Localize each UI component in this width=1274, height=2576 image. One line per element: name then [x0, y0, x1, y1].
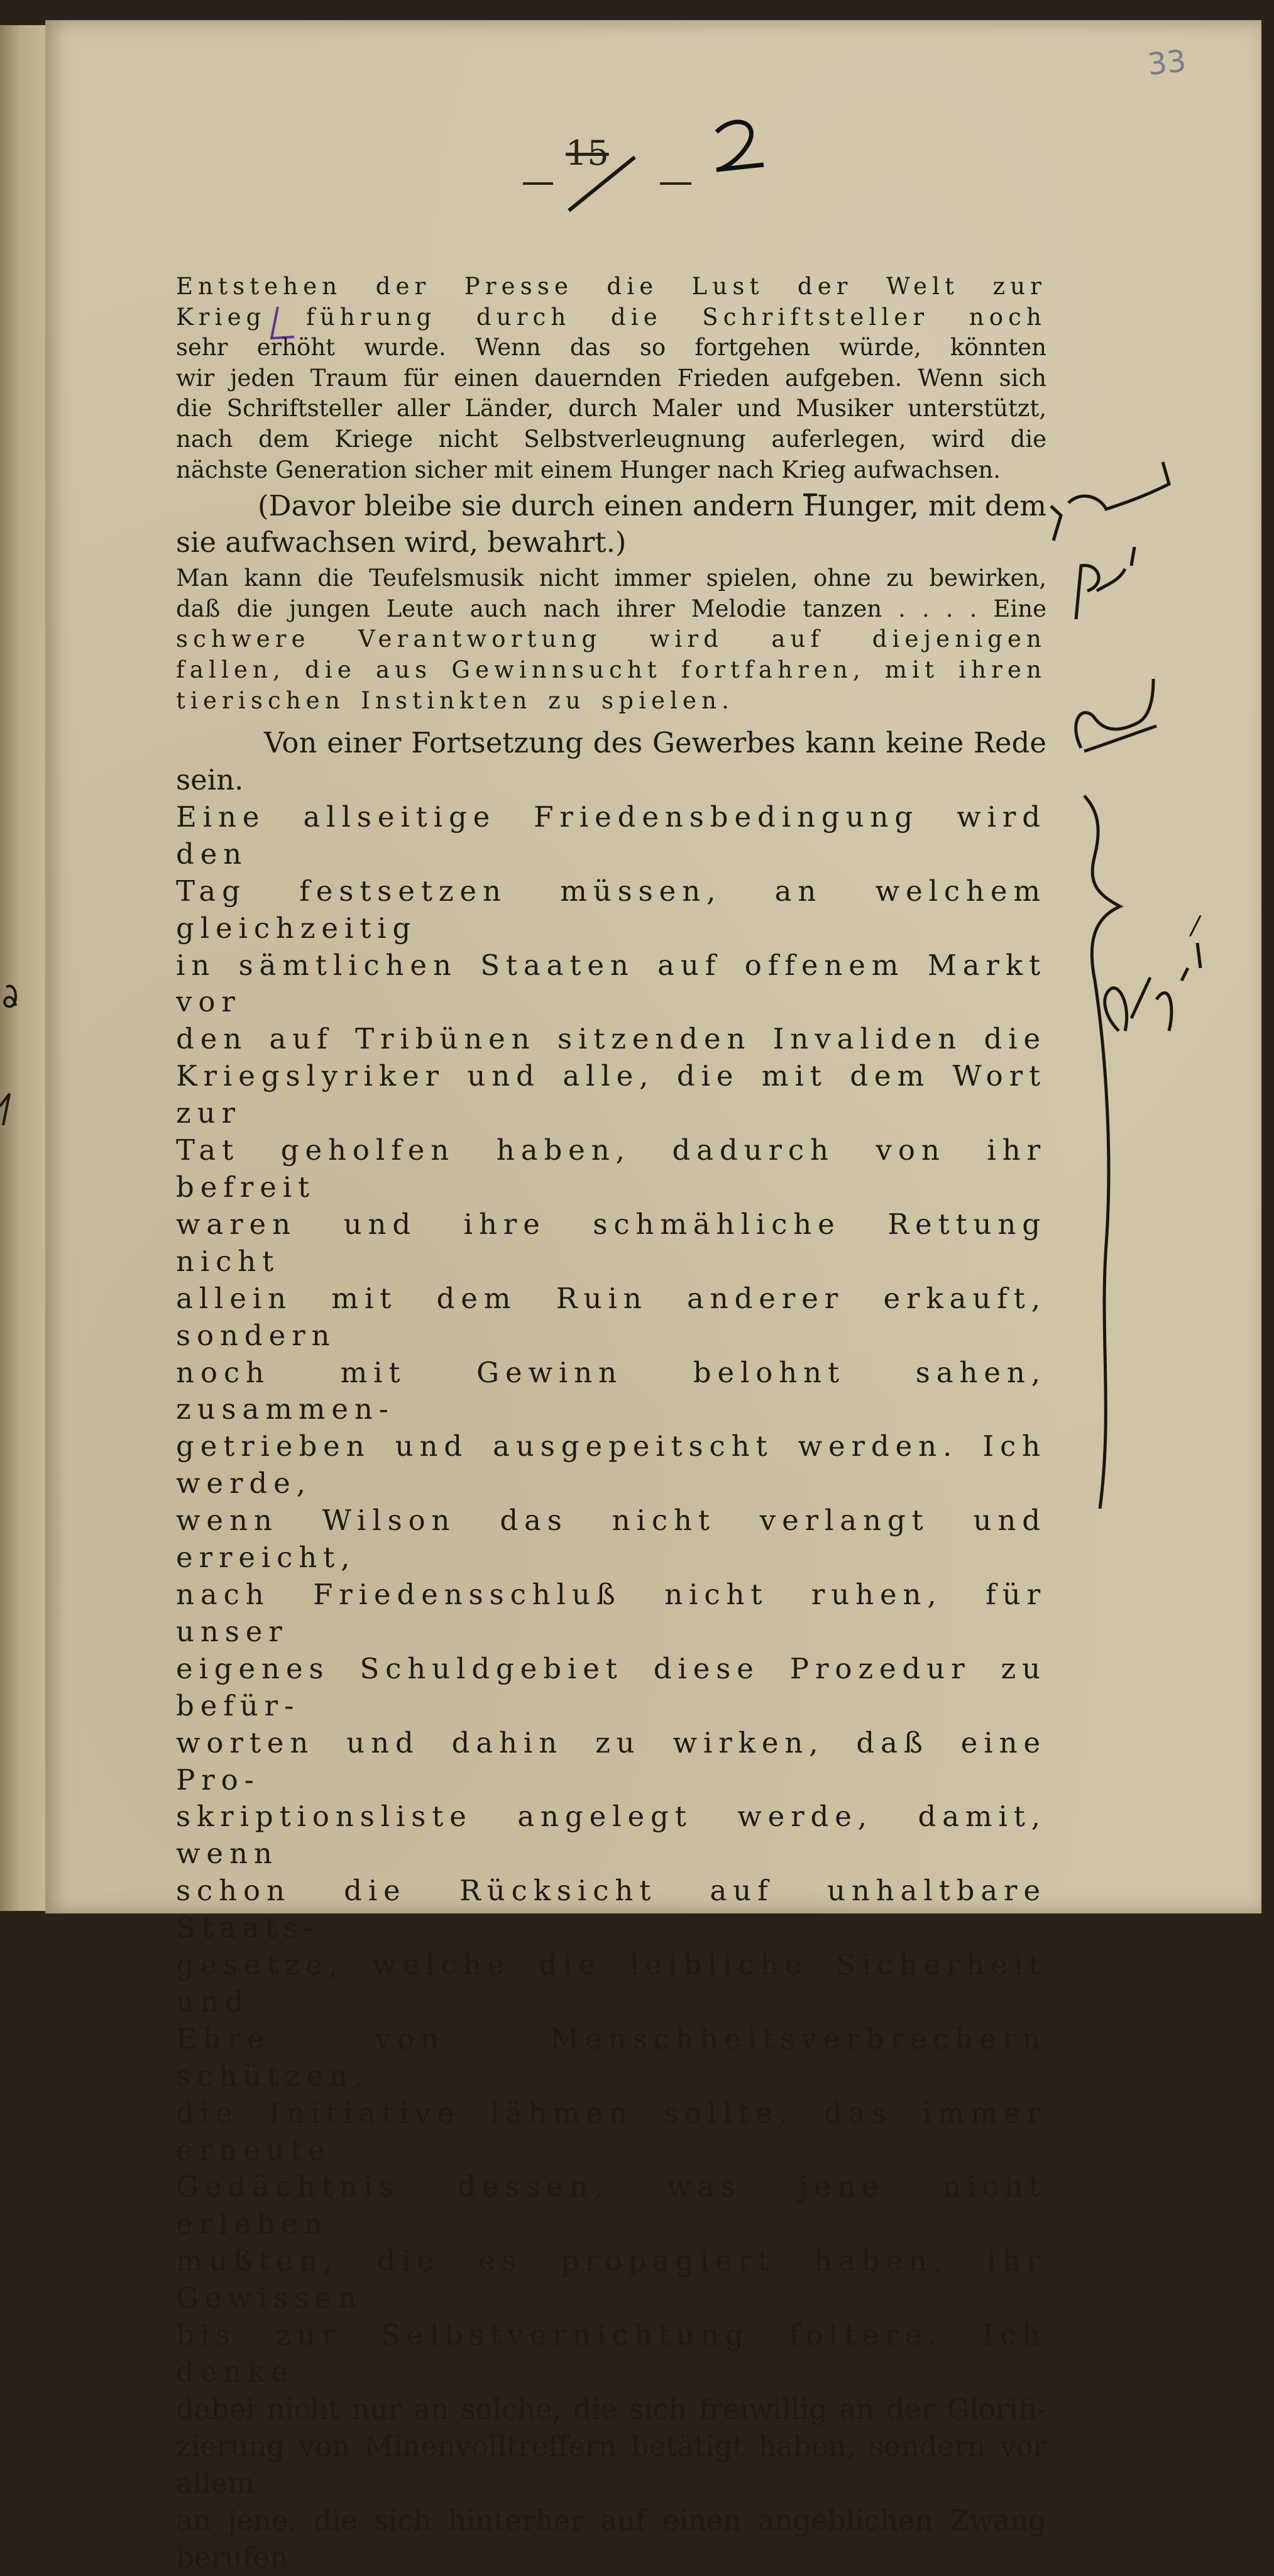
text-line: sehr erhöht wurde. Wenn das so fortgehen würde, könnten: [176, 334, 1046, 361]
text-line: nächste Generation sicher mit einem Hunger nach Krieg aufwachsen.: [176, 456, 1001, 483]
text-line: sie aufwachsen wird, bewahrt.): [176, 526, 627, 559]
text-line: daß die jungen Leute auch nach ihrer Melodie tanzen . . . . Eine: [176, 595, 1046, 622]
text-line: nach dem Kriege nicht Selbstverleugnung auferlegen, wird die: [176, 425, 1046, 453]
text-line: Gedächtnis dessen, was jene nicht erleben: [176, 2170, 1046, 2241]
paragraph-4: [176, 725, 1046, 2576]
text-line: Tat geholfen haben, dadurch von ihr befreit: [176, 1133, 1046, 1204]
archive-number: 33: [1146, 43, 1188, 83]
text-line: Ehre von Menschheitsverbrechern schützen,: [176, 2022, 1046, 2093]
text-line: Von einer Fortsetzung des Gewerbes kann keine Rede sein.: [176, 726, 1046, 797]
text-line: zierung von Minenvolltreffern betätigt haben, sondern vor allem: [176, 2429, 1046, 2500]
main-text: [176, 272, 1046, 2576]
text-line: Man kann die Teufelsmusik nicht immer spielen, ohne zu bewirken,: [176, 564, 1046, 592]
text-line: noch mit Gewinn belohnt sahen, zusammen-: [176, 1355, 1046, 1426]
text-line: schon die Rücksicht auf unhaltbare Staats-: [176, 1874, 1046, 1945]
text-line: Kriegslyriker und alle, die mit dem Wort zur: [176, 1059, 1046, 1130]
text-line: fallen, die aus Gewinnsucht fortfahren, mit ihren: [176, 656, 1046, 683]
text-line: getrieben und ausgepeitscht werden. Ich werde,: [176, 1429, 1046, 1500]
text-line: wir jeden Traum für einen dauernden Frieden aufgeben. Wenn sich: [176, 364, 1046, 392]
curly-brace: [1084, 796, 1120, 1509]
paragraph-2: [176, 488, 1046, 561]
text-line: eigenes Schuldgebiet diese Prozedur zu befür-: [176, 1651, 1046, 1722]
text-line: bis zur Selbstvernichtung foltere. Ich denke: [176, 2318, 1046, 2389]
text-line: Eine allseitige Friedensbedingung wird den: [176, 800, 1046, 871]
text-line: die Initiative lähmen sollte, das immer erneute: [176, 2096, 1046, 2167]
text-line: nach Friedensschluß nicht ruhen, für unser: [176, 1577, 1046, 1648]
text-line: worten und dahin zu wirken, daß eine Pro-: [176, 1726, 1046, 1797]
text-line: wenn Wilson das nicht verlangt und erreicht,: [176, 1504, 1046, 1575]
text-line: Entstehen der Presse die Lust der Welt zur: [176, 273, 1046, 300]
text-line: dabei nicht nur an solche, die sich freiwillig an der Glorifi-: [176, 2392, 1046, 2426]
text-line: (Davor bleibe sie durch einen andern Hunger, mit dem: [258, 489, 1046, 523]
text-line: waren und ihre schmähliche Rettung nicht: [176, 1207, 1046, 1278]
text-line: in sämtlichen Staaten auf offenem Markt vor: [176, 948, 1046, 1019]
text-line: Krieg führung durch die Schriftsteller noch: [176, 303, 1046, 331]
handwritten-page-number: [720, 123, 749, 175]
text-line: Tag festsetzen müssen, an welchem gleichzeitig: [176, 874, 1046, 945]
annotation-5: /: [1191, 911, 1200, 940]
text-line: den auf Tribünen sitzenden Invaliden die: [176, 1022, 1046, 1056]
paragraph-3: [176, 563, 1046, 716]
paragraph-1: [176, 272, 1046, 485]
text-line: mußten, die es propagiert haben, ihr Gewissen: [176, 2244, 1046, 2315]
text-line: skriptionsliste angelegt werde, damit, wenn: [176, 1800, 1046, 1871]
text-line: allein mit dem Ruin anderer erkauft, sondern: [176, 1281, 1046, 1352]
printed-page-number: 15: [566, 133, 609, 173]
text-line: gesetze, welche die leibliche Sicherheit und: [176, 1948, 1046, 2018]
text-line: schwere Verantwortung wird auf diejenigen: [176, 625, 1046, 653]
text-line: tierischen Instinkten zu spielen.: [176, 686, 734, 714]
text-line: die Schriftsteller aller Länder, durch Maler und Musiker unterstützt,: [176, 395, 1046, 422]
text-line: an jene, die sich hinterher auf einen angeblichen Zwang berufen: [176, 2503, 1046, 2574]
page-number: [522, 123, 749, 175]
